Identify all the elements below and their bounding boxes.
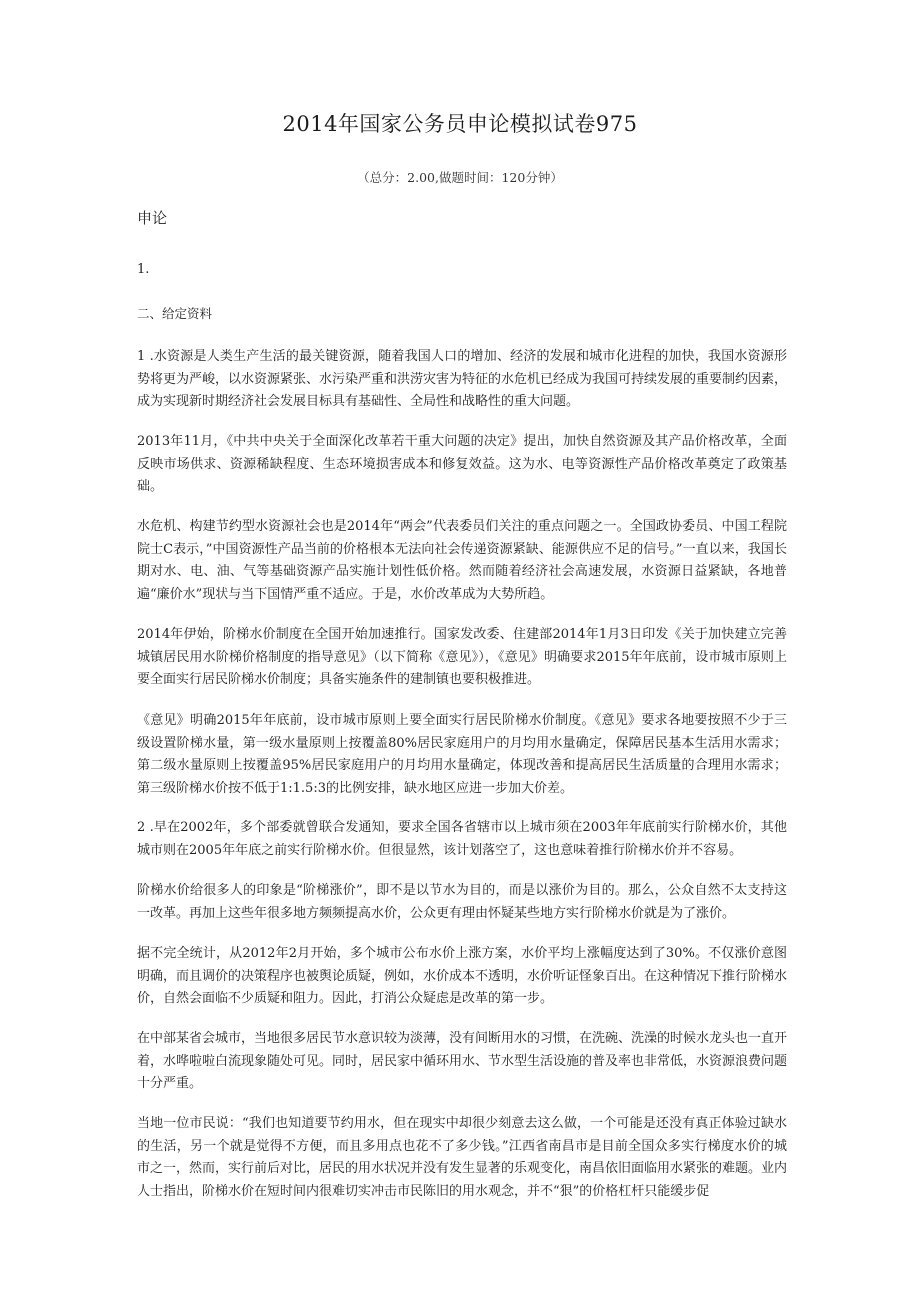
paragraph-5: 《意见》明确2015年年底前，设市城市原则上要全面实行居民阶梯水价制度。《意见》要求各地要按照不少于三级设置阶梯水量，第一级水量原则上按覆盖80%居民家庭用户的月均用水量确定，保障居民基本生活用水需求；第二级水量原则上按覆盖95%居民家庭用户的月均用水量确定，体现改善和提高居民生活质量的合理用水需求；第三级阶梯水价按不低于1:1.5:3的比例安排，缺水地区应进一步加大价差。 [137, 713, 787, 796]
paragraph-3: 水危机、构建节约型水资源社会也是2014年“两会”代表委员们关注的重点问题之一。全国政协委员、中国工程院院士C表示，”中国资源性产品当前的价格根本无法向社会传递资源紧缺、能源供应不足的信号。”一直以来，我国长期对水、电、油、气等基础资源产品实施计划性低价格。然而随着经济社会高速发展，水资源日益紧缺，各地普遍“廉价水”现状与当下国情严重不适应。于是，水价改革成为大势所趋。 [137, 519, 787, 602]
exam-meta: （总分：2.00,做题时间：120分钟） [357, 170, 563, 185]
paragraph-6: 2 .早在2002年，多个部委就曾联合发通知，要求全国各省辖市以上城市须在2003年年底前实行阶梯水价，其他城市则在2005年年底之前实行阶梯水价。但很显然，该计划落空了，这也意味着推行阶梯水价并不容易。 [137, 820, 787, 858]
paragraph-8: 据不完全统计，从2012年2月开始，多个城市公布水价上涨方案，水价平均上涨幅度达到了30%。不仅涨价意图明确，而且调价的决策程序也被舆论质疑，例如，水价成本不透明，水价听证怪象百出。在这种情况下推行阶梯水价，自然会面临不少质疑和阻力。因此，打消公众疑虑是改革的第一步。 [137, 946, 788, 1006]
material-subheading: 二、给定资料 [137, 306, 213, 321]
document-title: 2014年国家公务员申论模拟试卷975 [282, 112, 638, 136]
section-heading: 申论 [137, 209, 168, 227]
paragraph-9: 在中部某省会城市，当地很多居民节水意识较为淡薄，没有间断用水的习惯，在洗碗、洗澡的时候水龙头也一直开着，水哗啦啦白流现象随处可见。同时，居民家中循环用水、节水型生活设施的普及率也非常低，水资源浪费问题十分严重。 [137, 1031, 788, 1091]
paragraph-4: 2014年伊始，阶梯水价制度在全国开始加速推行。国家发改委、住建部2014年1月3日印发《关于加快建立完善城镇居民用水阶梯价格制度的指导意见》（以下简称《意见》），《意见》明确要求2015年年底前，设市城市原则上要全面实行居民阶梯水价制度；具备实施条件的建制镇也要积极推进。 [137, 627, 787, 687]
question-number: 1. [137, 262, 150, 277]
paragraph-1: 1 .水资源是人类生产生活的最关键资源，随着我国人口的增加、经济的发展和城市化进程的加快，我国水资源形势将更为严峻，以水资源紧张、水污染严重和洪涝灾害为特征的水危机已经成为我国可持续发展的重要制约因素，成为实现新时期经济社会发展目标具有基础性、全局性和战略性的重大问题。 [137, 349, 788, 409]
paragraph-10: 当地一位市民说：“我们也知道要节约用水，但在现实中却很少刻意去这么做，一个可能是还没有真正体验过缺水的生活，另一个就是觉得不方便，而且多用点也花不了多少钱。”江西省南昌市是目前全国众多实行梯度水价的城市之一，然而，实行前后对比，居民的用水状况并没有发生显著的乐观变化，南昌依旧面临用水紧张的难题。业内人士指出，阶梯水价在短时间内很难切实冲击市民陈旧的用水观念，并不“狠”的价格杠杆只能缓步促 [137, 1116, 788, 1199]
paragraph-7: 阶梯水价给很多人的印象是“阶梯涨价”，即不是以节水为目的，而是以涨价为目的。那么，公众自然不太支持这一改革。再加上这些年很多地方频频提高水价，公众更有理由怀疑某些地方实行阶梯水价就是为了涨价。 [137, 883, 787, 921]
paragraph-2: 2013年11月，《中共中央关于全面深化改革若干重大问题的决定》提出，加快自然资源及其产品价格改革，全面反映市场供求、资源稀缺程度、生态环境损害成本和修复效益。这为水、电等资源性产品价格改革奠定了政策基础。 [137, 434, 787, 494]
